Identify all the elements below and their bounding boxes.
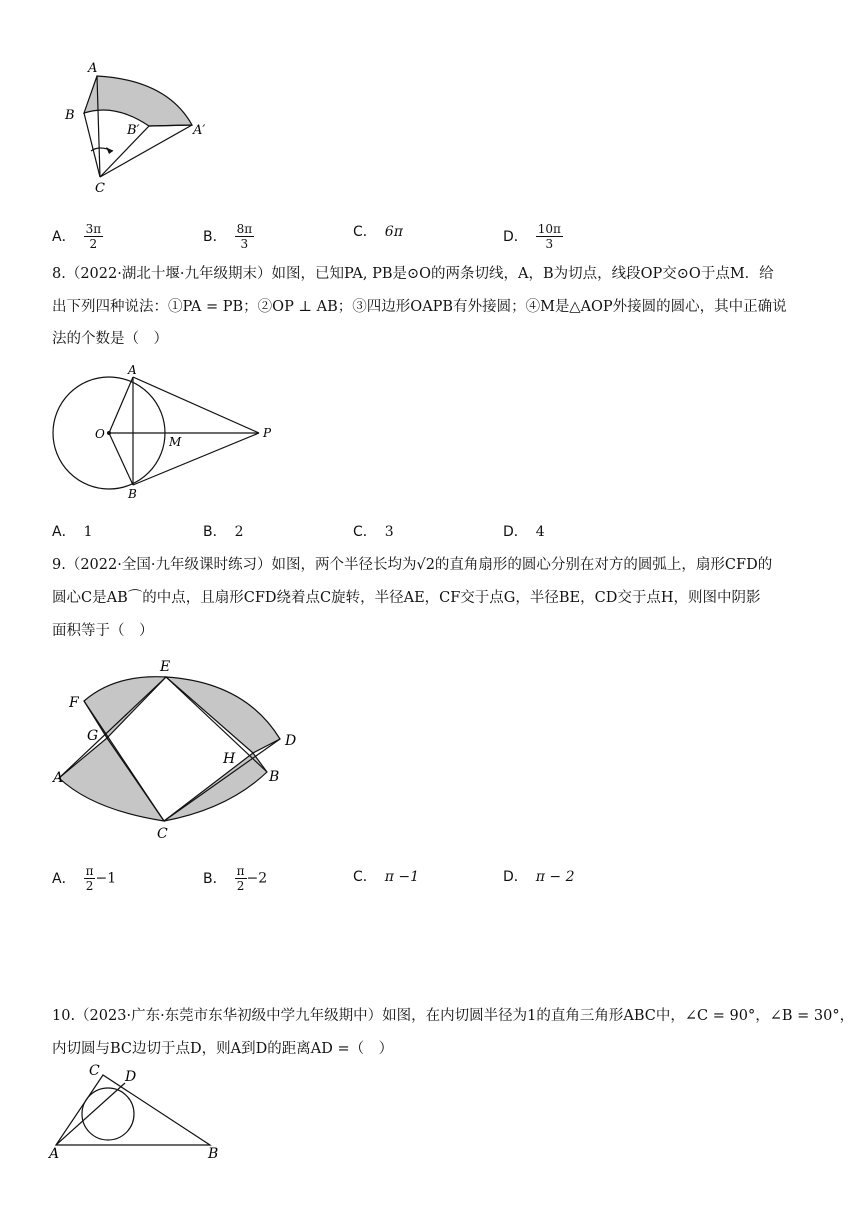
- q7-option-c-label: C．: [353, 224, 377, 240]
- q9-label-e: E: [160, 659, 171, 675]
- q7-option-d-label: D．: [503, 228, 528, 245]
- q9-option-a[interactable]: [52, 864, 116, 893]
- q10-segment-ad: [56, 1083, 125, 1145]
- q9-shaded-region-left-bottom: [59, 738, 164, 821]
- q9-label-a: A: [53, 770, 64, 786]
- q9-option-c-text: π −1: [384, 869, 420, 885]
- q7-option-a-num: 3π: [85, 222, 102, 236]
- q9-option-d[interactable]: [503, 867, 575, 887]
- q8-option-c-text: 3: [384, 524, 394, 540]
- q8-label-m: M: [169, 435, 182, 449]
- q7-label-a: A: [88, 61, 98, 76]
- q8-label-b: B: [128, 487, 137, 501]
- q9-option-b-text: −2: [246, 870, 268, 887]
- q9-option-b[interactable]: [203, 864, 267, 893]
- q8-segment-ob: [109, 433, 133, 485]
- q8-figure: [45, 362, 285, 502]
- q7-arrowhead: [106, 147, 113, 154]
- q8-point-o: [107, 431, 111, 435]
- q9-option-c[interactable]: [353, 867, 419, 887]
- q9-label-d: D: [285, 733, 297, 749]
- q10-figure: [45, 1062, 245, 1162]
- q9-option-d-label: D．: [503, 869, 528, 885]
- q8-segment-pa: [133, 377, 259, 433]
- q9-option-a-label: A．: [52, 870, 76, 887]
- q7-option-a-fraction: [84, 222, 104, 251]
- q9-label-h: H: [223, 751, 236, 767]
- q10-label-c: C: [89, 1063, 100, 1079]
- q9-option-a-fraction: [84, 864, 96, 893]
- q8-option-a-label: A．: [52, 524, 76, 540]
- q8-stem-line-2: 出下列四种说法：①PA = PB；②OP ⊥ AB；③四边形OAPB有外接圆；④M是△AOP外接圆的圆心，其中正确说: [52, 299, 787, 315]
- q10-label-d: D: [125, 1069, 137, 1085]
- q9-option-b-den: 2: [236, 879, 245, 893]
- q7-option-c[interactable]: [353, 222, 403, 242]
- q8-option-b-label: B．: [203, 524, 227, 540]
- q10-triangle-abc: [56, 1075, 210, 1145]
- q9-shaded-region-right-top: [166, 677, 280, 753]
- q8-segment-pb: [133, 433, 259, 485]
- q9-option-a-text: −1: [95, 870, 117, 887]
- q7-label-c: C: [95, 181, 105, 196]
- q7-option-b-num: 8π: [236, 222, 253, 236]
- q10-label-b: B: [208, 1146, 219, 1162]
- q9-option-b-num: π: [236, 864, 245, 878]
- q7-shaded-region: [84, 76, 192, 126]
- q10-label-a: A: [49, 1146, 60, 1162]
- q9-option-d-text: π − 2: [535, 869, 575, 885]
- q7-label-bprime: B′: [127, 123, 140, 138]
- q7-option-a-den: 2: [89, 237, 98, 251]
- q8-segment-oa: [109, 377, 133, 433]
- q9-stem-line-2: 圆心C是AB⌒的中点，且扇形CFD绕着点C旋转，半径AE，CF交于点G，半径BE，CD交于点H，则图中阴影: [52, 590, 761, 606]
- q9-figure: [45, 652, 315, 852]
- q7-option-d[interactable]: [503, 222, 563, 251]
- q9-label-f: F: [69, 695, 79, 711]
- q8-option-d[interactable]: [503, 522, 545, 542]
- q9-label-b: B: [269, 769, 280, 785]
- q8-option-d-label: D．: [503, 524, 528, 540]
- q7-option-d-fraction: [536, 222, 563, 251]
- q7-label-b: B: [65, 108, 75, 123]
- q10-stem-line-1: 10.（2023·广东·东莞市东华初级中学九年级期中）如图，在内切圆半径为1的直角三角形ABC中，∠C = 90°，∠B = 30°，: [52, 1008, 855, 1024]
- q7-option-a-label: A．: [52, 228, 76, 245]
- q10-stem-line-2: 内切圆与BC边切于点D，则A到D的距离AD =（ ）: [52, 1041, 394, 1057]
- q8-label-a: A: [128, 363, 137, 377]
- q8-option-c-label: C．: [353, 524, 377, 540]
- q8-option-a-text: 1: [83, 524, 93, 540]
- q9-option-c-label: C．: [353, 869, 377, 885]
- q9-option-b-fraction: [235, 864, 247, 893]
- q7-option-d-den: 3: [545, 237, 554, 251]
- q8-option-d-text: 4: [535, 524, 545, 540]
- q7-option-b[interactable]: [203, 222, 254, 251]
- q7-segment-caprime: [100, 125, 192, 177]
- q7-option-b-den: 3: [240, 237, 249, 251]
- q9-label-g: G: [87, 728, 99, 744]
- q9-option-b-label: B．: [203, 870, 227, 887]
- q9-segment-cd: [164, 739, 280, 821]
- q9-stem-line-3: 面积等于（ ）: [52, 623, 154, 639]
- q9-label-c: C: [157, 826, 168, 842]
- q7-figure: [55, 55, 225, 200]
- q7-option-b-fraction: [235, 222, 255, 251]
- q8-option-a[interactable]: [52, 522, 93, 542]
- q8-label-p: P: [263, 426, 272, 440]
- q8-option-c[interactable]: [353, 522, 394, 542]
- q7-segment-cbprime: [100, 126, 149, 177]
- q7-option-a[interactable]: [52, 222, 103, 251]
- q9-stem-line-1: 9.（2022·全国·九年级课时练习）如图，两个半径长均为√2的直角扇形的圆心分别在对方的圆弧上，扇形CFD的: [52, 557, 773, 573]
- q7-option-c-text: 6π: [384, 224, 403, 240]
- q7-option-b-label: B．: [203, 228, 227, 245]
- q7-label-aprime: A′: [193, 123, 206, 138]
- q9-option-a-den: 2: [85, 879, 94, 893]
- q8-label-o: O: [95, 427, 105, 441]
- q8-stem-line-1: 8.（2022·湖北十堰·九年级期末）如图，已知PA, PB是⊙O的两条切线，A，B为切点，线段OP交⊙O于点M．给: [52, 266, 774, 282]
- q8-option-b-text: 2: [234, 524, 244, 540]
- q8-option-b[interactable]: [203, 522, 244, 542]
- q9-option-a-num: π: [85, 864, 94, 878]
- q7-segment-cb: [84, 113, 100, 177]
- q8-stem-line-3: 法的个数是（ ）: [52, 331, 168, 347]
- q7-option-d-num: 10π: [537, 222, 561, 236]
